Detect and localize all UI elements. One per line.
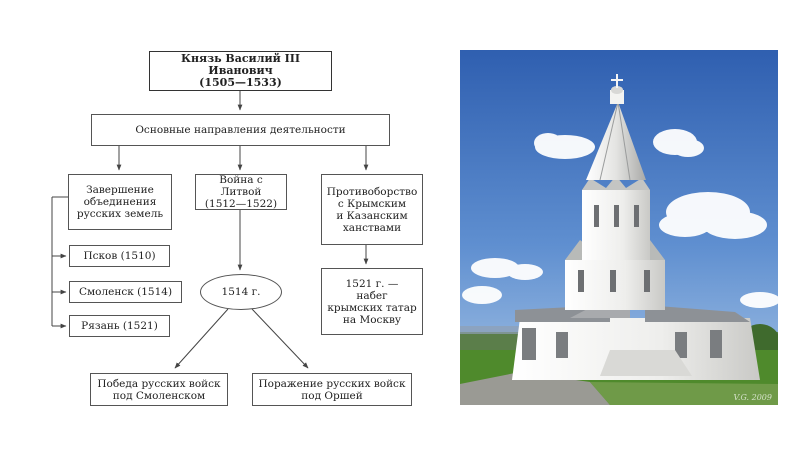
photo-signature: V.G. 2009: [733, 393, 772, 402]
lithuania-war-box: Война с Литвой (1512—1522): [195, 174, 287, 210]
raid-box: 1521 г. — набег крымских татар на Москву: [321, 268, 423, 335]
defeat-box: Поражение русских войск под Оршей: [252, 373, 412, 406]
prince-box: Князь Василий III Иванович (1505—1533): [149, 51, 332, 91]
pskov-box: Псков (1510): [69, 245, 170, 267]
church-photo: [460, 50, 778, 405]
year-1514-ellipse: 1514 г.: [200, 274, 282, 310]
unification-box: Завершение объединения русских земель: [68, 174, 172, 230]
smolensk-box: Смоленск (1514): [69, 281, 182, 303]
khanates-box: Противоборство с Крымским и Казанским ханствами: [321, 174, 423, 245]
church-illustration: [460, 50, 778, 405]
ryazan-box: Рязань (1521): [69, 315, 170, 337]
directions-box: Основные направления деятельности: [91, 114, 390, 146]
victory-box: Победа русских войск под Смоленском: [90, 373, 228, 406]
